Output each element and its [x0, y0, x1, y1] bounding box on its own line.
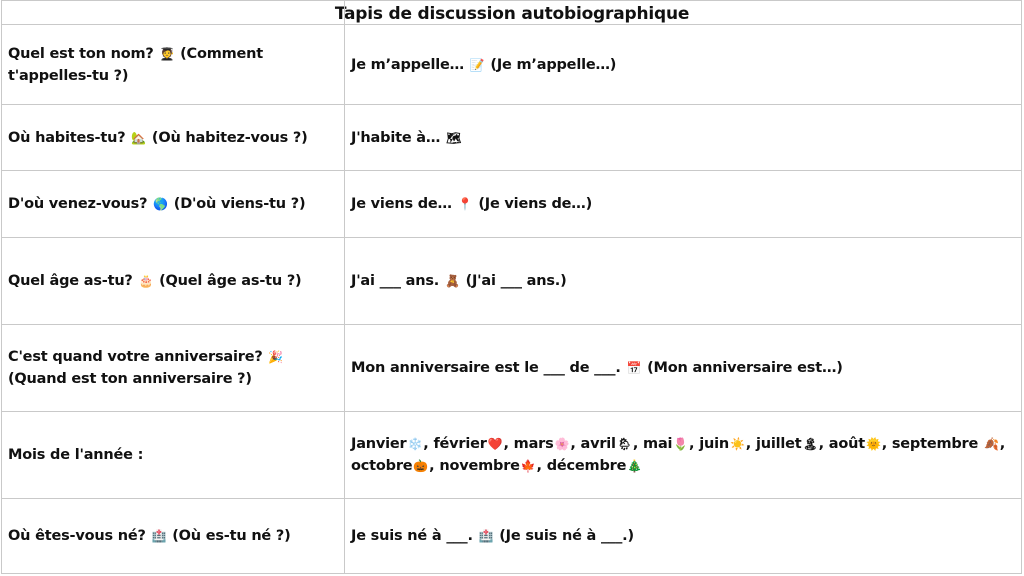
- question-cell: [2, 105, 345, 171]
- map-icon: 🗺: [446, 130, 462, 145]
- hospital-icon: 🏥: [151, 529, 167, 543]
- maple-leaf-icon: 🍁: [520, 459, 536, 473]
- hospital-icon: 🏥: [478, 529, 494, 543]
- sun-face-icon: 🌞: [865, 437, 881, 451]
- question-cell: [2, 499, 345, 574]
- christmas-tree-icon: 🎄: [627, 459, 642, 473]
- answer-cell: [345, 325, 1022, 412]
- month-march: mars: [513, 436, 554, 452]
- month-october: octobre: [351, 458, 413, 474]
- answer-alt-text: (Je m’appelle…): [490, 56, 617, 73]
- house-icon: 🏡: [131, 130, 147, 145]
- tulip-icon: 🌷: [673, 437, 689, 451]
- party-popper-icon: 🎉: [268, 350, 284, 364]
- answer-cell: [345, 25, 1022, 105]
- question-text: Où habites-tu?: [8, 129, 126, 146]
- answer-cell: [345, 499, 1022, 574]
- globe-icon: 🌎: [153, 197, 168, 211]
- memo-icon: 📝: [469, 57, 485, 72]
- blossom-icon: 🌸: [554, 437, 570, 451]
- discussion-table: [1, 0, 1022, 574]
- rain-cloud-icon: 🌦: [616, 437, 632, 451]
- question-alt-text: (D'où viens-tu ?): [173, 196, 306, 212]
- answer-text: J'ai ___ ans.: [351, 273, 440, 289]
- question-alt-text: (Comment t'appelles-tu ?): [8, 45, 264, 84]
- table-row: [2, 325, 1022, 412]
- month-december: décembre: [546, 458, 627, 474]
- question-text: Mois de l'année :: [8, 447, 144, 463]
- question-alt-text: (Où es-tu né ?): [172, 528, 291, 544]
- answer-text: J'habite à…: [351, 129, 441, 146]
- student-icon: 🧑‍🎓: [159, 46, 175, 61]
- question-cell: [2, 238, 345, 325]
- answer-text: Je m’appelle…: [351, 56, 464, 73]
- table-row: [2, 412, 1022, 499]
- fallen-leaf-icon: 🍂: [984, 437, 999, 451]
- page-title: Tapis de discussion autobiographique: [334, 4, 690, 24]
- answer-text: Mon anniversaire est le ___ de ___.: [351, 360, 621, 376]
- answer-alt-text: (Je viens de…): [478, 196, 593, 212]
- cake-icon: 🎂: [138, 274, 154, 288]
- question-alt-text: (Quel âge as-tu ?): [159, 273, 302, 289]
- table-row: [2, 25, 1022, 105]
- question-text: Quel est ton nom?: [8, 45, 154, 62]
- question-cell: [2, 25, 345, 105]
- answer-cell: [345, 171, 1022, 238]
- question-alt-text: (Où habitez-vous ?): [151, 129, 308, 146]
- table-row: [2, 499, 1022, 574]
- island-icon: 🏝: [802, 437, 818, 451]
- answer-alt-text: (Je suis né à ___.): [499, 528, 634, 544]
- question-cell: [2, 325, 345, 412]
- teddy-bear-icon: 🧸: [444, 274, 460, 288]
- month-august: août: [828, 436, 865, 452]
- month-june: juin: [699, 436, 730, 452]
- question-text: C'est quand votre anniversaire?: [8, 349, 263, 365]
- month-july: juillet: [755, 436, 802, 452]
- answer-alt-text: (Mon anniversaire est…): [647, 360, 843, 376]
- month-november: novembre: [439, 458, 520, 474]
- month-september: septembre: [891, 436, 979, 452]
- calendar-icon: 📅: [626, 361, 642, 375]
- answer-text: Je suis né à ___.: [351, 528, 473, 544]
- question-text: Où êtes-vous né?: [8, 528, 146, 544]
- heart-icon: ❤️: [487, 437, 503, 451]
- answer-text: Je viens de…: [351, 196, 452, 212]
- month-february: février: [433, 436, 487, 452]
- answer-alt-text: (J'ai ___ ans.): [465, 273, 567, 289]
- question-alt-text: (Quand est ton anniversaire ?): [8, 371, 252, 387]
- month-january: Janvier: [351, 436, 407, 452]
- table-row: [2, 171, 1022, 238]
- month-april: avril: [580, 436, 616, 452]
- title-row: [2, 1, 1022, 25]
- question-cell: [2, 412, 345, 499]
- question-cell: [2, 171, 345, 238]
- answer-cell: [345, 238, 1022, 325]
- pumpkin-icon: 🎃: [413, 459, 429, 473]
- table-row: [2, 105, 1022, 171]
- pin-icon: 📍: [457, 197, 473, 211]
- table-row: [2, 238, 1022, 325]
- answer-cell: [345, 105, 1022, 171]
- snowflake-icon: ❄️: [407, 437, 423, 451]
- question-text: Quel âge as-tu?: [8, 273, 133, 289]
- months-cell: Janvier❄️, février❤️, mars🌸, avril🌦, mai🌷, juin☀️, juillet🏝, août🌞, septembre 🍂, octobre🎃, novembre🍁, décembre🎄: [345, 412, 1022, 499]
- question-text: D'où venez-vous?: [8, 196, 148, 212]
- month-may: mai: [643, 436, 673, 452]
- sun-icon: ☀️: [730, 437, 745, 451]
